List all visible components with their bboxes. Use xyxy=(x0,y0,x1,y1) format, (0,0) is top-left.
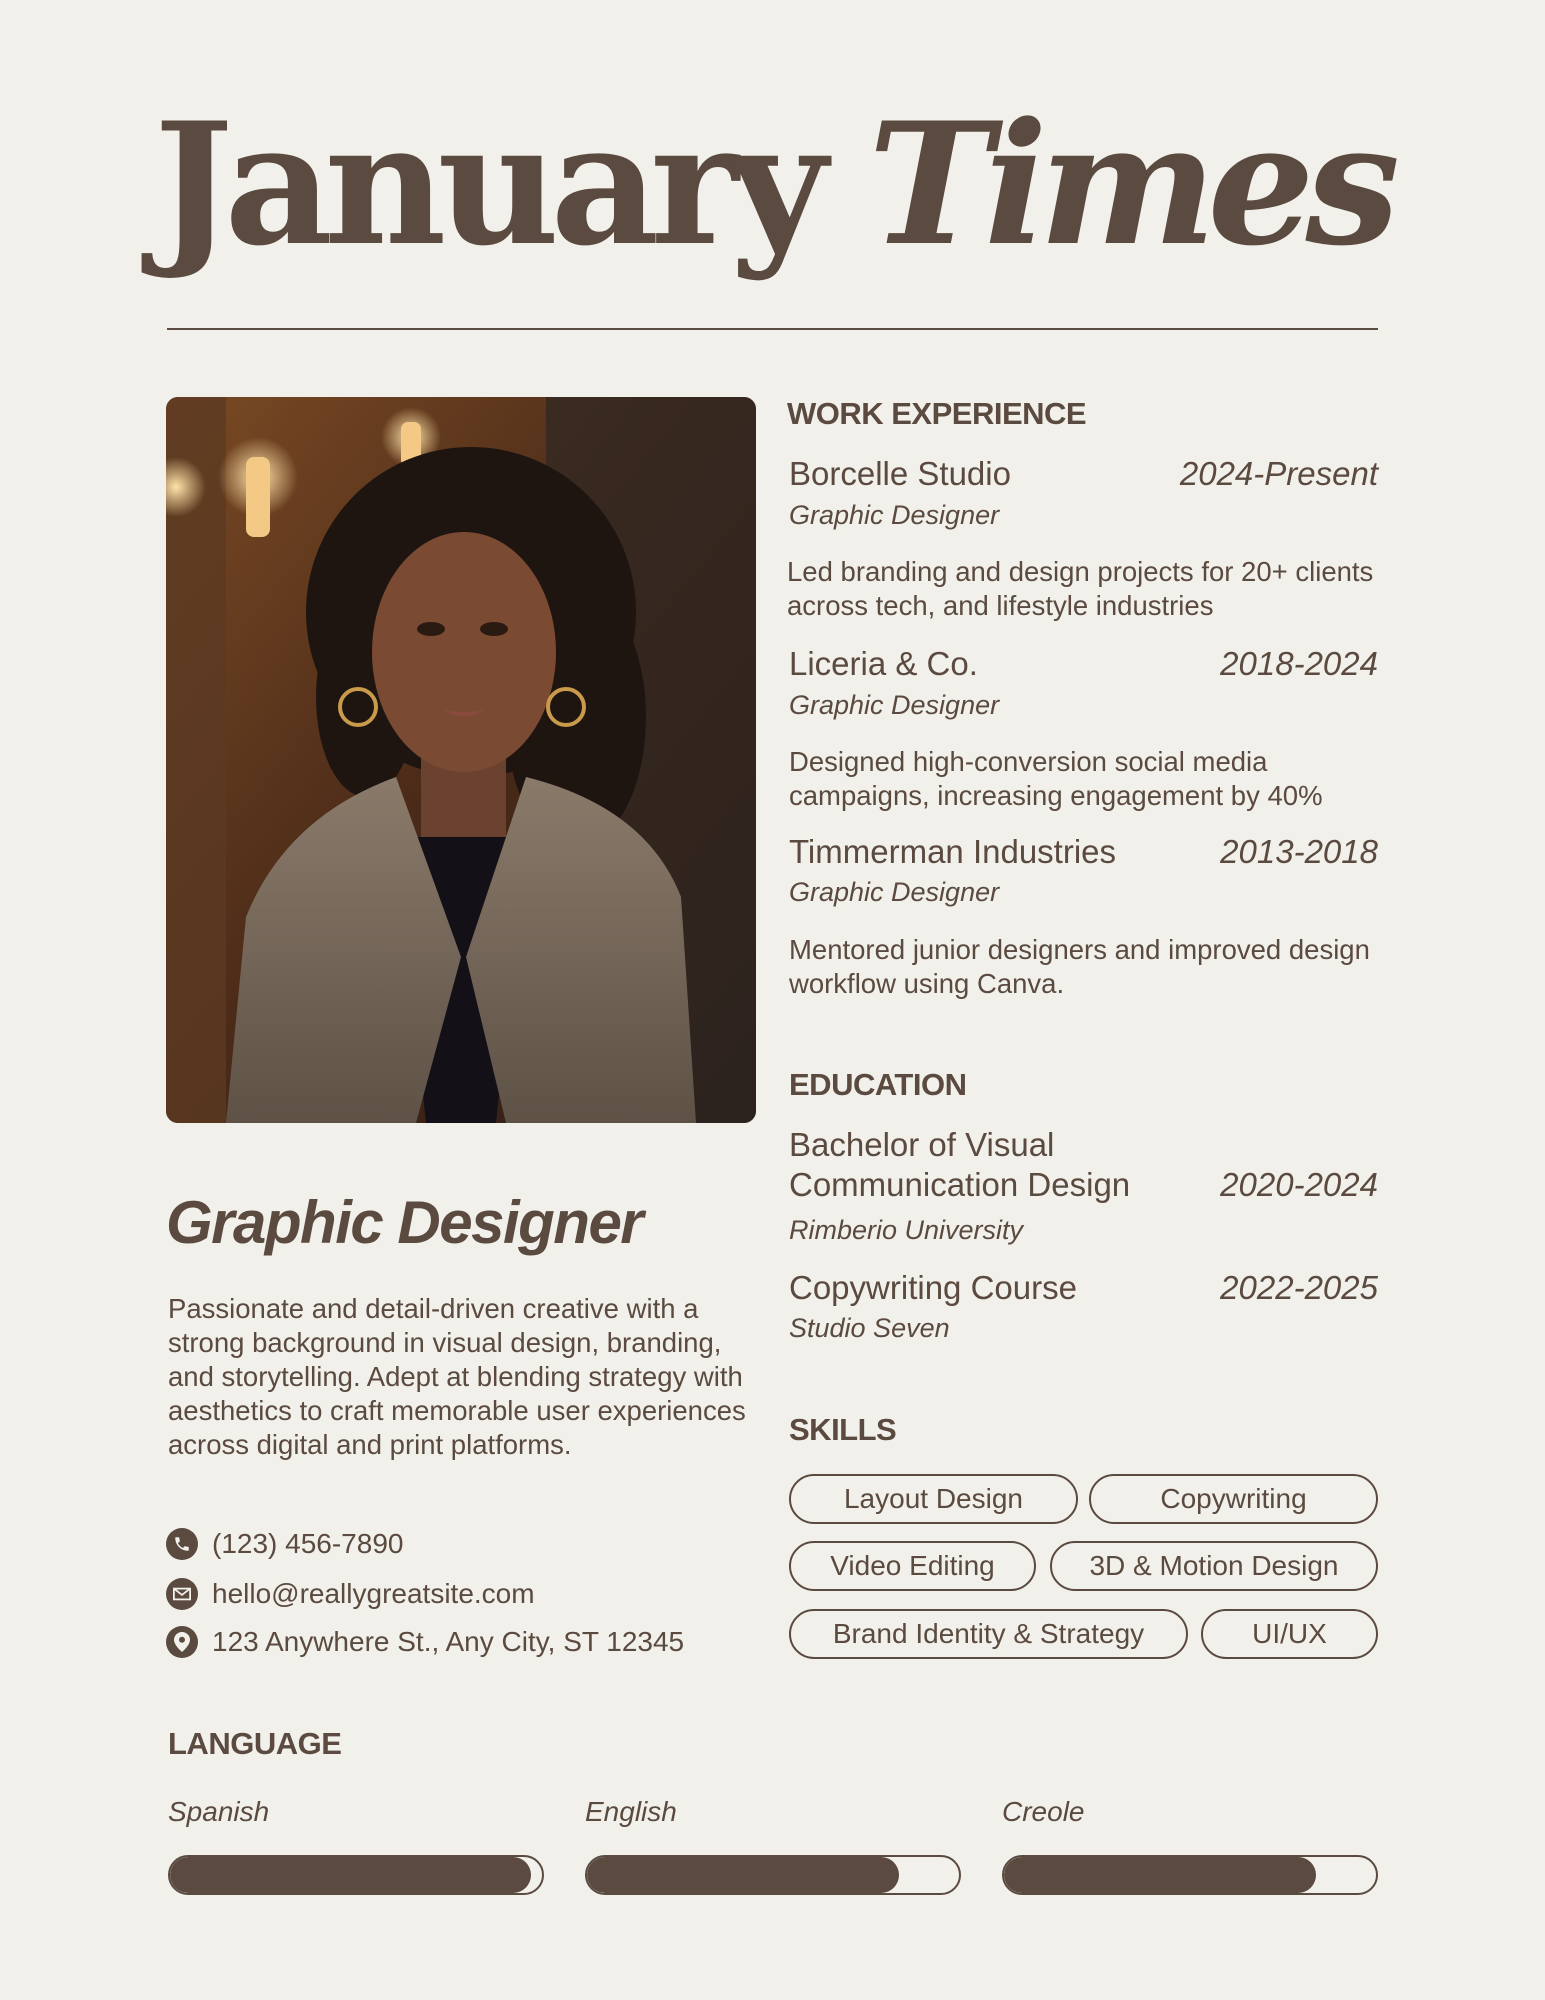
language-level-fill xyxy=(1004,1857,1316,1893)
language-level-bar xyxy=(168,1855,544,1895)
job-company: Liceria & Co. xyxy=(789,645,978,682)
language-name: Spanish xyxy=(168,1796,270,1827)
job-company: Timmerman Industries xyxy=(789,833,1117,870)
language-name: Creole xyxy=(1002,1796,1085,1827)
skill-tag: Layout Design xyxy=(789,1474,1078,1524)
page-title xyxy=(0,85,1545,283)
degree-line-1: Bachelor of Visual xyxy=(789,1126,1055,1163)
job-role: Graphic Designer xyxy=(789,877,1000,907)
profile-summary: Passionate and detail-driven creative with a strong background in visual design, branding, and storytelling. Adept at blending strategy with aesthetics to craft memorable user experiences across digital and print platforms. xyxy=(168,1293,746,1460)
skills-heading: SKILLS xyxy=(789,1412,897,1447)
title-part-2: Times xyxy=(868,85,1392,283)
skill-tag: Video Editing xyxy=(789,1541,1036,1591)
job-years: 2013-2018 xyxy=(1220,833,1378,870)
language-level-bar xyxy=(585,1855,961,1895)
profile-photo xyxy=(166,397,756,1123)
education-school: Studio Seven xyxy=(789,1313,950,1343)
skill-tag: Brand Identity & Strategy xyxy=(789,1609,1188,1659)
work-heading: WORK EXPERIENCE xyxy=(787,396,1087,431)
job-role: Graphic Designer xyxy=(789,500,1000,530)
job-company: Borcelle Studio xyxy=(789,455,1011,492)
job-description: Designed high-conversion social media campaigns, increasing engagement by 40% xyxy=(789,746,1323,811)
education-years: 2020-2024 xyxy=(1220,1166,1378,1203)
email-text: hello@reallygreatsite.com xyxy=(212,1578,535,1609)
skill-tag: 3D & Motion Design xyxy=(1050,1541,1378,1591)
title-divider xyxy=(167,328,1378,330)
language-level-fill xyxy=(587,1857,899,1893)
location-pin-icon xyxy=(166,1626,198,1658)
contact-phone xyxy=(166,1528,403,1560)
education-school: Rimberio University xyxy=(789,1215,1024,1245)
mail-icon xyxy=(166,1578,198,1610)
job-description: Led branding and design projects for 20+ clients across tech, and lifestyle industries xyxy=(787,556,1374,621)
contact-address xyxy=(166,1626,684,1658)
job-description: Mentored junior designers and improved design workflow using Canva. xyxy=(789,934,1370,999)
education-years: 2022-2025 xyxy=(1220,1269,1378,1306)
education-heading: EDUCATION xyxy=(789,1067,967,1102)
phone-text: (123) 456-7890 xyxy=(212,1528,404,1559)
language-heading: LANGUAGE xyxy=(168,1726,342,1761)
language-name: English xyxy=(585,1796,677,1827)
contact-email xyxy=(166,1578,535,1610)
language-level-fill xyxy=(170,1857,531,1893)
skill-tag: UI/UX xyxy=(1201,1609,1378,1659)
language-level-bar xyxy=(1002,1855,1378,1895)
phone-icon xyxy=(166,1528,198,1560)
course-title: Copywriting Course xyxy=(789,1269,1077,1306)
skill-tag: Copywriting xyxy=(1089,1474,1378,1524)
title-part-1: January xyxy=(153,85,819,283)
address-text: 123 Anywhere St., Any City, ST 12345 xyxy=(212,1626,685,1657)
job-title: Graphic Designer xyxy=(166,1189,643,1256)
degree-line-2: Communication Design xyxy=(789,1166,1131,1203)
job-years: 2024-Present xyxy=(1179,455,1378,492)
job-role: Graphic Designer xyxy=(789,690,1000,720)
job-years: 2018-2024 xyxy=(1220,645,1378,682)
